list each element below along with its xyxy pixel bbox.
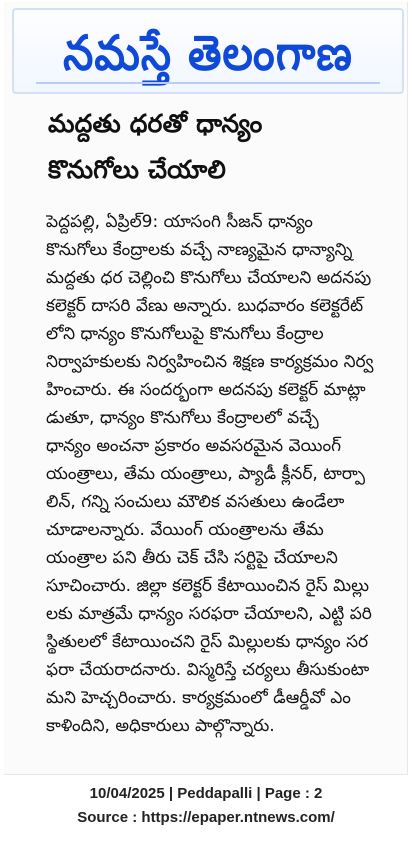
- article-line-3: మద్దతు ధర చెల్లించి కొనుగోలు చేయాలని అదనపు: [46, 268, 372, 288]
- article-line-5: లోని ధాన్యం కొనుగోలుపై కొనుగోలు కేంద్రాల: [46, 324, 324, 344]
- article-line-14: సూచించారు. జిల్లా కలెక్టర్ కేటాయించిన రైస్ మిల్లు: [46, 576, 370, 596]
- article-line-19: కాళిందిని, అధికారులు పాల్గొన్నారు.: [46, 716, 275, 736]
- newspaper-clipping: [4, 2, 408, 775]
- article-line-11: లిన్, గన్ని సంచులు మౌలిక వసతులు ఉండేలా: [46, 492, 345, 512]
- headline-line-1: మద్దతు ధరతో ధాన్యం: [48, 109, 263, 138]
- article-line-16: స్థితులలో కేటాయించని రైస్ మిల్లులకు ధాన్యం సర: [46, 632, 369, 652]
- article-line-2: కొనుగోలు కేంద్రాలకు వచ్చే నాణ్యమైన ధాన్యాన్ని: [46, 240, 353, 260]
- article-line-18: మని హెచ్చరించారు. కార్యక్రమంలో డీఆర్డీవో ఎం: [46, 688, 351, 708]
- page-footer: [0, 782, 412, 830]
- article-line-17: ఫరా చేయరాదనారు. విస్మరిస్తే చర్యలు తీసుకుంటా: [46, 660, 370, 680]
- footer-date-line: 10/04/2025 | Peddapalli | Page : 2: [89, 785, 323, 802]
- article-line-7: హించారు. ఈ సందర్భంగా అదనపు కలెక్టర్ మాట్లా: [46, 380, 366, 400]
- article-body: [46, 210, 390, 738]
- article-line-15: లకు మాత్రమే ధాన్యం సరఫరా చేయాలని, ఎట్టి పరి: [46, 604, 372, 624]
- article-line-10: యంత్రాలు, తేమ యంత్రాలు, ప్యాడీ క్లీనర్, టార్పా: [46, 464, 365, 484]
- article-line-9: ధాన్యం అంచనా ప్రకారం అవసరమైన వెయింగ్: [46, 436, 341, 456]
- article-line-13: యంత్రాల పని తీరు చెక్ చేసి సర్టిపై చేయాలని: [46, 548, 338, 568]
- masthead: [12, 8, 404, 94]
- article-line-4: కలెక్టర్ దాసరి వేణు అన్నారు. బుధవారం కలెక్టరేట్: [46, 296, 364, 316]
- footer-source-line: Source : https://epaper.ntnews.com/: [77, 809, 335, 826]
- headline-line-2: కొనుగోలు చేయాలి: [48, 155, 227, 184]
- masthead-title: నమస్తే తెలంగాణ: [63, 25, 353, 82]
- masthead-rule: [36, 82, 380, 84]
- article-line-12: చూడాలన్నారు. వేయింగ్ యంత్రాలను తేమ: [46, 520, 324, 540]
- article-line-1: పెద్దపల్లి, ఏప్రిల్9: యాసంగి సీజన్ ధాన్యం: [46, 212, 313, 232]
- article-line-8: డుతూ, ధాన్యం కొనుగోలు కేంద్రాలలో వచ్చే: [46, 408, 319, 428]
- article-line-6: నిర్వాహకులకు నిర్వహించిన శిక్షణ కార్యక్రమం నిర్వ: [46, 352, 374, 372]
